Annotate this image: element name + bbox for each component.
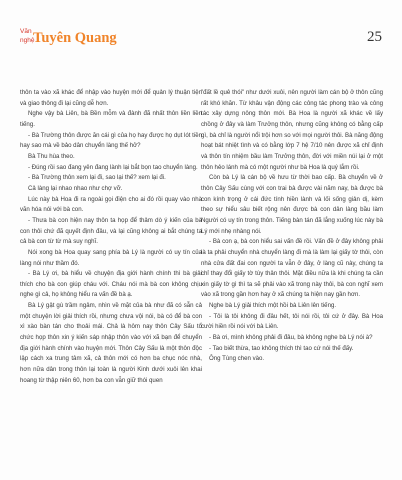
logo-line1: Văn (20, 28, 32, 35)
page-header (20, 28, 382, 52)
paragraph: Còn bà Lý là cán bộ về hưu từ thời bao cấp. Bà chuyển về ở thôn Cây Sấu cùng với con trai bà được vài năm nay, bà được bà con kính trọng ở cái đức tính hiền lành và lối sống giản dị, kèm theo sự hiểu sâu biết rộng nên được bà con dân làng bầu làm Người có uy tín trong thôn. Tiếng bàn tán đã lắng xuống lúc này bà Lý mới nhẹ nhàng nói. (201, 174, 383, 235)
paragraph: - Bà ơi, mình không phải đi đâu, bà không nghe bà Lý nói à? (209, 334, 373, 342)
paragraph: Nghe vậy bà Liên, bà Bền mỗm và đành đã nhất thôn liền liền tiếng. (20, 110, 202, 128)
right-text-column (201, 88, 383, 365)
paragraph: Nghe bà Lý giải thích một hồi bà Liên lên tiếng. (209, 302, 337, 310)
logo-title: Tuyên Quang (33, 30, 117, 46)
paragraph: Cả làng lại nhao nhao như chợ vỡ. (28, 184, 123, 192)
paragraph: - Bà Trường thôn xem lại đi, sao lại thế? xem lại đi. (28, 174, 166, 182)
paragraph: Lúc này bà Hoa đi ra ngoài gọi điện cho ai đó rồi quay vào nhà văn hóa nói với bà con. (20, 195, 202, 214)
page-number: 25 (367, 29, 382, 45)
paragraph: - Đúng rồi sao đang yên đang lành lại bắt bọn tao chuyển làng. (28, 163, 198, 171)
paragraph: Bà Thu hùa theo. (28, 152, 75, 160)
left-text-column (20, 88, 202, 386)
magazine-logo (20, 28, 140, 50)
paragraph: Bà Lý gật gù trầm ngâm, nhìn về mặt của bà như đã có sẵn cả một chuyện lời giải thích rồi, nhưng chưa vội nói, bà có để bà con xì xào bàn tán cho thoải mái. Chả là hôm nay thôn Cây Sấu tổ chức họp thôn xin ý kiến sáp nhập thôn vào với xã bạn để chuyển địa giới hành chính vào huyện mới. Thôn Cây Sấu là một thôn độc lập cách xa trung tâm xã, cả thôn mới có hơn ba chục nóc nhà, hơn nữa dân trong thôn lại toàn là người Kinh dưới xuôi lên khai hoang từ thập niên 60, hơn ba con vẫn giữ thói quen (20, 302, 202, 384)
logo-line2: nghệ (20, 37, 35, 44)
paragraph: Ông Tùng chen vào. (209, 355, 265, 363)
paragraph: thôn ta vào xã khác để nhập vào huyện mới để quản lý thuận tiện và giao thông đi lại cũng dễ hơn. (20, 89, 202, 107)
paragraph: "đất lề quê thói" như dưới xuôi, nên người làm cán bộ ở thôn cũng rất khó khăn. Từ khâu vận động các công tác phong trào và công tác xây dựng nông thôn mới. Bà Hoa là người xã khác về lấy chồng ở đây và làm Trưởng thôn, nhưng cũng không có bằng cấp gì, bà chỉ là người nổi trội hơn so với mọi người thôi. Bà năng động hoạt bát nhiệt tình và có bằng lớp 7 hệ 7/10 nên được xã chỉ định và thôn tín nhiệm bầu làm Trưởng thôn, đời với miền núi lại ở một thôn hẻo lánh mà có một người như bà Hoa là quý lắm rồi. (201, 89, 384, 171)
paragraph: - Tao biết thừa, tao không thích thì tao cứ nói thế đấy. (209, 344, 354, 352)
paragraph: - Thưa bà con hiện nay thôn ta họp để thảm dò ý kiến của bà con thôi chứ đã quyết định đâu, và lại cũng không ai bắt chúng ta cả bà con từ từ mà suy nghĩ. (20, 216, 202, 246)
paragraph: - Bà con ạ, bà con hiểu sai vấn đề rồi. Vấn đề ở đây không phải là ta phải chuyển nhà chuyển làng đi mà là làm lại giấy tờ thôi, còn nhà cửa đất đai con người ta vẫn ở đây, ở làng cũ này, chúng ta chỉ thay đổi giấy tờ tùy thân thôi. Mặt điều nữa là khi chúng ta cần xin giấy tờ gì thì ta sẽ phải vào xã trong này thôi, bà con nghĩ xem vào xã trong gần hơn hay ở xã chúng ta hiện nay gần hơn. (201, 238, 383, 299)
paragraph: - Tôi là tôi không đi đâu hết, tôi nói rồi, tôi cứ ở đây. Bà Hoa cười hiền rồi nói với bà Liên. (201, 312, 383, 331)
paragraph: - Bà Trường thôn được ăn cái gì của họ hay được họ dụt lót tiền hay sao mà về bảo dân chuyển làng thế hở? (20, 131, 202, 150)
paragraph: - Bà Lý ơi, bà hiểu về chuyện địa giới hành chính thì bà giải thích cho bà con giúp cháu với. Cháu nói mà bà con không chịu nghe gì cả, họ không hiểu ra vấn đề bà ạ. (20, 270, 202, 299)
paragraph: Nói xong bà Hoa quay sang phía bà Lý là người có uy tín của làng nói như thầm đó. (20, 248, 202, 267)
